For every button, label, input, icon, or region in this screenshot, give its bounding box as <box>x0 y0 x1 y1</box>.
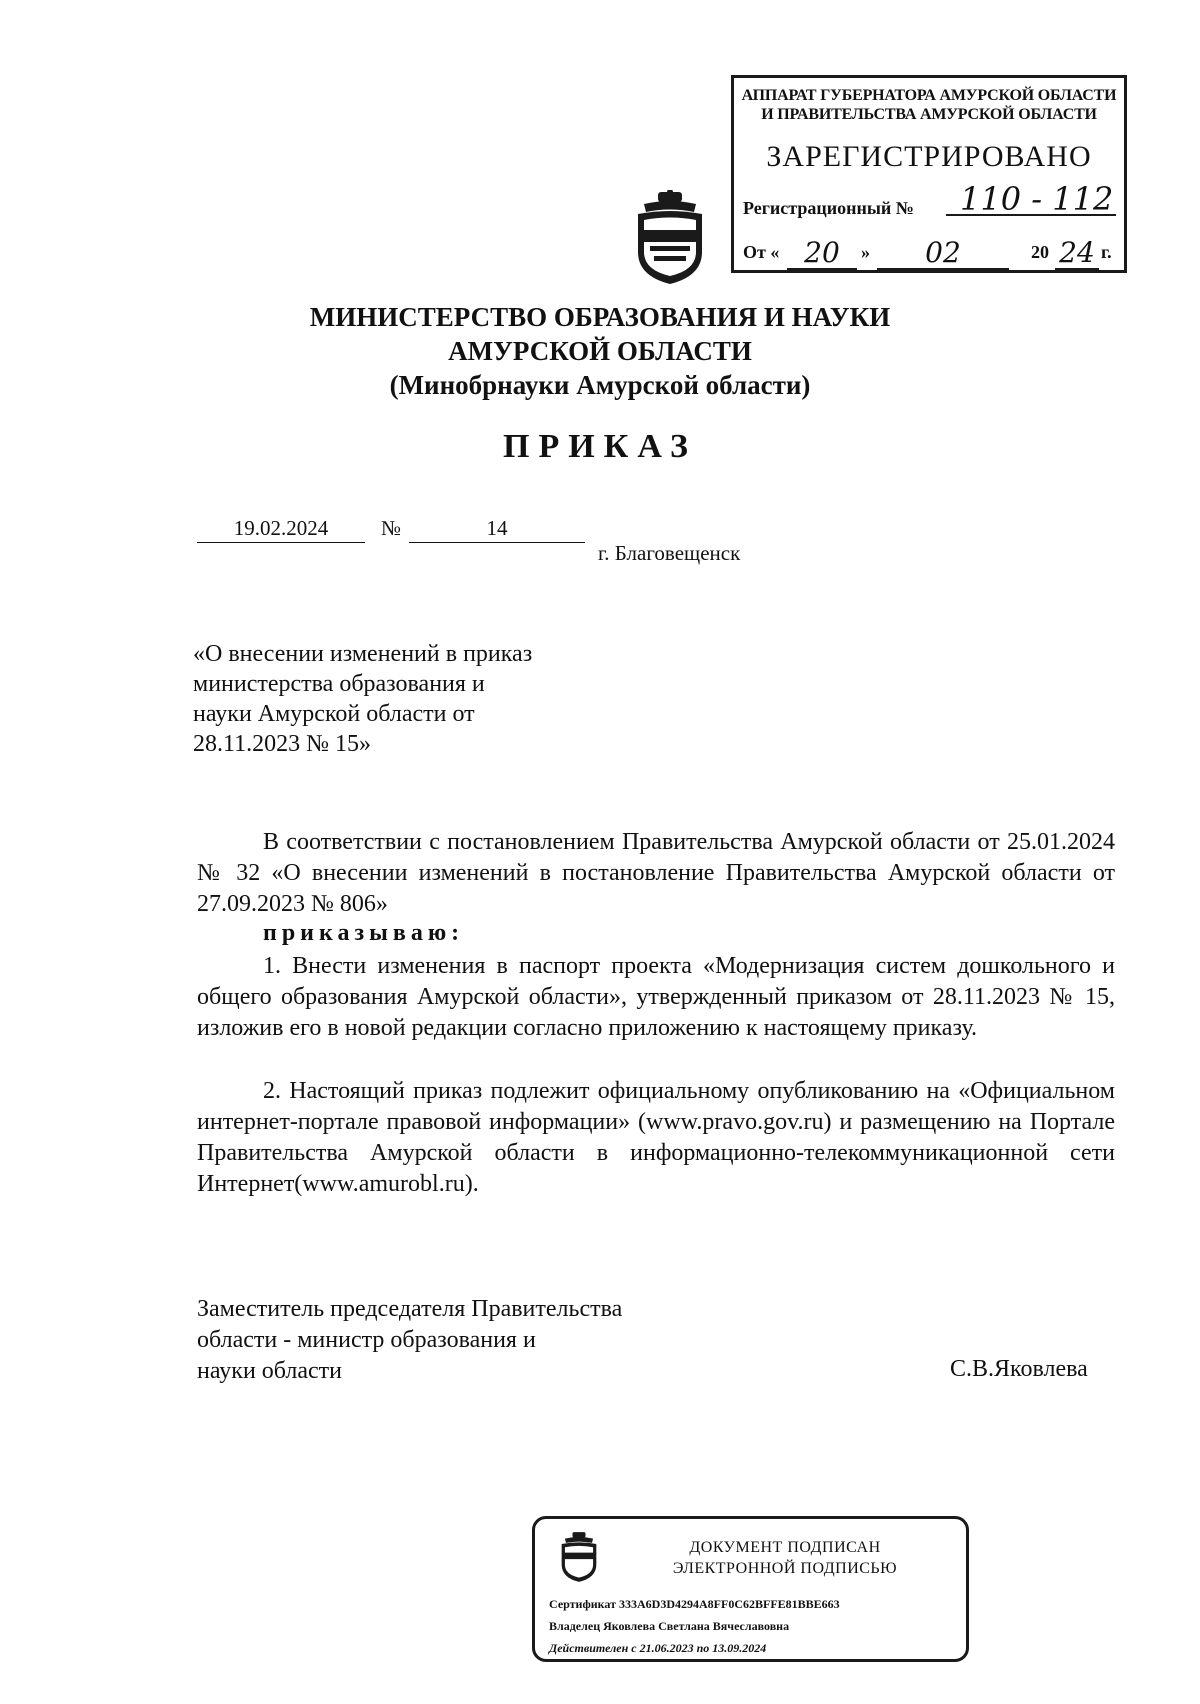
registration-number-handwritten: 110 - 112 <box>946 184 1116 216</box>
ministry-header-line2: АМУРСКОЙ ОБЛАСТИ <box>448 336 752 366</box>
registration-date-prefix: От « <box>743 242 780 262</box>
registration-date-mid: » <box>861 242 870 262</box>
esign-owner: Владелец Яковлева Светлана Вячеславовна <box>549 1619 790 1633</box>
registration-stamp <box>731 75 1127 273</box>
signatory-name: С.В.Яковлева <box>950 1356 1088 1382</box>
registration-date-end: г. <box>1101 242 1112 262</box>
registration-number-label: Регистрационный № <box>743 198 914 218</box>
registration-date-month: 02 <box>877 242 1009 270</box>
esign-validity: Действителен с 21.06.2023 по 13.09.2024 <box>549 1641 767 1655</box>
signatory-position-line3: науки области <box>197 1358 343 1384</box>
registration-stamp-org-line2: И ПРАВИТЕЛЬСТВА АМУРСКОЙ ОБЛАСТИ <box>761 106 1097 123</box>
order-item-2 <box>197 1076 1115 1200</box>
order-subject-line1: «О внесении изменений в приказ <box>193 641 533 667</box>
esign-certificate: Сертификат 333A6D3D4294A8FF0C62BFFE81BBE663 <box>549 1597 840 1611</box>
esign-coat-of-arms-icon <box>557 1531 601 1583</box>
signatory-position <box>197 1294 622 1387</box>
order-number-label: № <box>381 516 402 540</box>
esign-title-line1: ДОКУМЕНТ ПОДПИСАН <box>689 1539 881 1556</box>
order-item-1 <box>197 951 1115 1044</box>
order-city: г. Благовещенск <box>598 541 741 565</box>
coat-of-arms-icon <box>630 190 710 286</box>
order-subject-line4: 28.11.2023 № 15» <box>193 731 372 757</box>
registration-stamp-org-line1: АППАРАТ ГУБЕРНАТОРА АМУРСКОЙ ОБЛАСТИ <box>741 87 1117 104</box>
signatory-position-line2: области - министр образования и <box>197 1327 536 1353</box>
registration-stamp-org <box>734 86 1124 124</box>
order-subject-line2: министерства образования и <box>193 671 485 697</box>
order-preamble <box>197 827 1115 920</box>
order-date: 19.02.2024 <box>197 516 365 543</box>
electronic-signature-stamp <box>532 1516 969 1662</box>
registration-date-year-suffix: 24 <box>1055 242 1099 270</box>
ministry-header-line3: (Минобрнауки Амурской области) <box>389 370 811 400</box>
order-title: ПРИКАЗ <box>503 428 697 465</box>
order-subject-line3: науки Амурской области от <box>193 701 475 727</box>
ministry-header <box>0 300 1200 402</box>
order-number: 14 <box>409 516 585 543</box>
order-date-number-row <box>197 516 587 544</box>
registration-date-line <box>743 236 1118 272</box>
order-subject <box>193 639 613 759</box>
order-item-2-text: 2. Настоящий приказ подлежит официальному опубликованию на «Официальном интернет-портале правовой информации» (www.pravo.gov.ru) и размещению на Портале Правительства Амурской области в информационно-телекоммуникационной сети Интернет(www.amurobl.ru). <box>197 1078 1115 1197</box>
signatory-position-line1: Заместитель председателя Правительства <box>197 1296 623 1322</box>
ministry-header-line1: МИНИСТЕРСТВО ОБРАЗОВАНИЯ И НАУКИ <box>309 302 891 332</box>
registration-stamp-title: ЗАРЕГИСТРИРОВАНО <box>766 140 1092 173</box>
registration-date-year-prefix: 20 <box>1031 242 1049 262</box>
esign-title-line2: ЭЛЕКТРОННОЙ ПОДПИСЬЮ <box>672 1560 898 1577</box>
registration-date-day: 20 <box>787 242 857 270</box>
esign-title <box>635 1537 935 1579</box>
order-item-1-text: 1. Внести изменения в паспорт проекта «Модернизация систем дошкольного и общего образования Амурской области», утвержденный приказом от 28.11.2023 № 15, изложив его в новой редакции согласно приложению к настоящему приказу. <box>197 953 1115 1041</box>
order-preamble-text: В соответствии с постановлением Правительства Амурской области от 25.01.2024 № 32 «О внесении изменений в постановление Правительства Амурской области от 27.09.2023 № 806» <box>197 829 1115 917</box>
order-command: приказываю: <box>263 920 465 946</box>
